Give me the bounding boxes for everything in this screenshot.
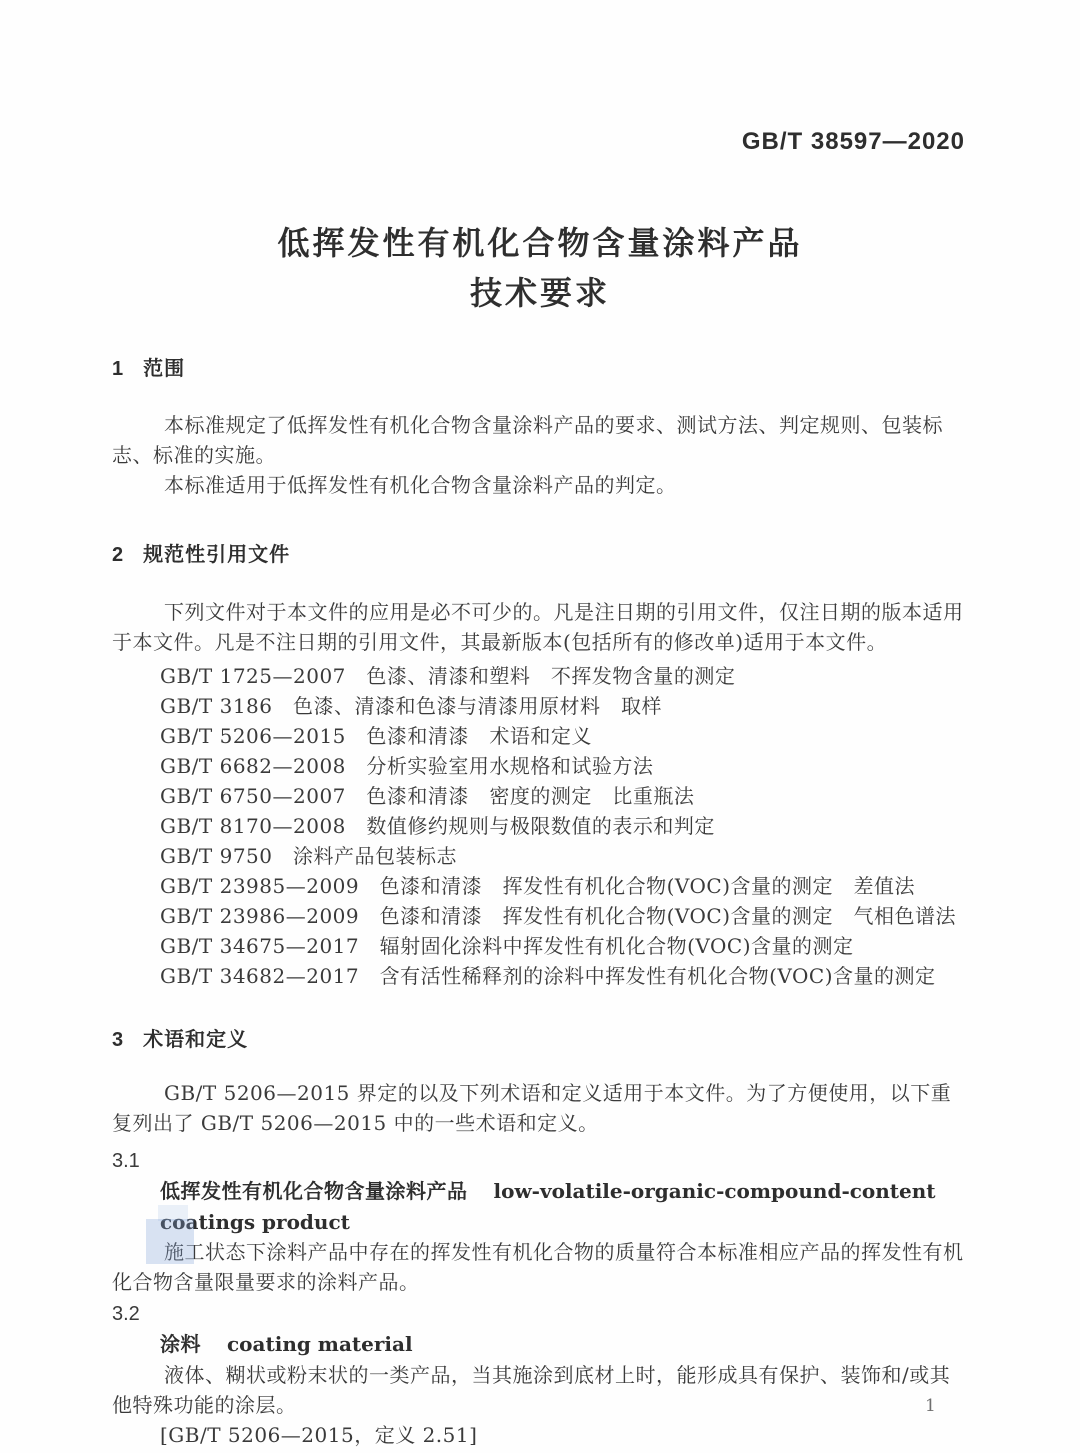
references-list [112,661,965,991]
reference-item: GB/T 3186 色漆、清漆和色漆与清漆用原材料 取样 [160,694,663,718]
document-body [112,354,965,1450]
document-title-line1: 低挥发性有机化合物含量涂料产品 [277,225,803,261]
reference-item: GB/T 5206—2015 色漆和清漆 术语和定义 [160,724,592,748]
reference-item: GB/T 8170—2008 数值修约规则与极限数值的表示和判定 [160,814,715,838]
scope-paragraph-2: 本标准适用于低挥发性有机化合物含量涂料产品的判定。 [164,473,677,497]
reference-item: GB/T 23986—2009 色漆和清漆 挥发性有机化合物(VOC)含量的测定 气相色谱法 [160,904,957,928]
term-1-chinese: 低挥发性有机化合物含量涂料产品 [160,1181,468,1203]
clause-terms-heading [112,1025,965,1055]
term-2-number: 3.2 [112,1303,140,1325]
clause-scope-heading [112,354,965,384]
clause-references-heading [112,540,965,570]
term-2-chinese: 涂料 [160,1334,201,1356]
page-number: 1 [925,1396,936,1416]
clause-scope-number: 1 [112,358,124,380]
term-2-definition: 液体、糊状或粉末状的一类产品，当其施涂到底材上时，能形成具有保护、装饰和/或其他特殊功能的涂层。 [112,1363,951,1417]
clause-references-title: 规范性引用文件 [143,544,291,566]
term-2-line [112,1329,965,1360]
clause-scope-title: 范围 [143,358,186,380]
reference-item: GB/T 9750 涂料产品包装标志 [160,844,458,868]
reference-item: GB/T 6750—2007 色漆和清漆 密度的测定 比重瓶法 [160,784,695,808]
reference-item: GB/T 34682—2017 含有活性稀释剂的涂料中挥发性有机化合物(VOC)含量的测定 [160,964,936,988]
term-2-source-citation: [GB/T 5206—2015，定义 2.51] [160,1423,478,1447]
reference-item: GB/T 6682—2008 分析实验室用水规格和试验方法 [160,754,654,778]
term-1-english: low-volatile-organic-compound-content coatings product [160,1179,936,1234]
standard-code: GB/T 38597—2020 [741,128,965,155]
terms-intro: GB/T 5206—2015 界定的以及下列术语和定义适用于本文件。为了方便使用，以下重复列出了 GB/T 5206—2015 中的一些术语和定义。 [112,1081,952,1135]
term-1-definition: 施工状态下涂料产品中存在的挥发性有机化合物的质量符合本标准相应产品的挥发性有机化合物含量限量要求的涂料产品。 [112,1240,964,1294]
clause-terms-title: 术语和定义 [143,1029,249,1051]
reference-item: GB/T 1725—2007 色漆、清漆和塑料 不挥发物含量的测定 [160,664,736,688]
document-title-line2: 技术要求 [469,275,610,311]
reference-item: GB/T 34675—2017 辐射固化涂料中挥发性有机化合物(VOC)含量的测定 [160,934,854,958]
term-1-number: 3.1 [112,1150,140,1172]
clause-terms-number: 3 [112,1029,124,1051]
reference-item: GB/T 23985—2009 色漆和清漆 挥发性有机化合物(VOC)含量的测定 差值法 [160,874,916,898]
clause-references-number: 2 [112,544,124,566]
term-2-english: coating material [227,1332,413,1356]
references-intro: 下列文件对于本文件的应用是必不可少的。凡是注日期的引用文件，仅注日期的版本适用于本文件。凡是不注日期的引用文件，其最新版本(包括所有的修改单)适用于本文件。 [112,600,964,654]
scope-paragraph-1: 本标准规定了低挥发性有机化合物含量涂料产品的要求、测试方法、判定规则、包装标志、标准的实施。 [112,413,943,467]
term-1-line [112,1176,965,1237]
document-title [0,218,1080,318]
